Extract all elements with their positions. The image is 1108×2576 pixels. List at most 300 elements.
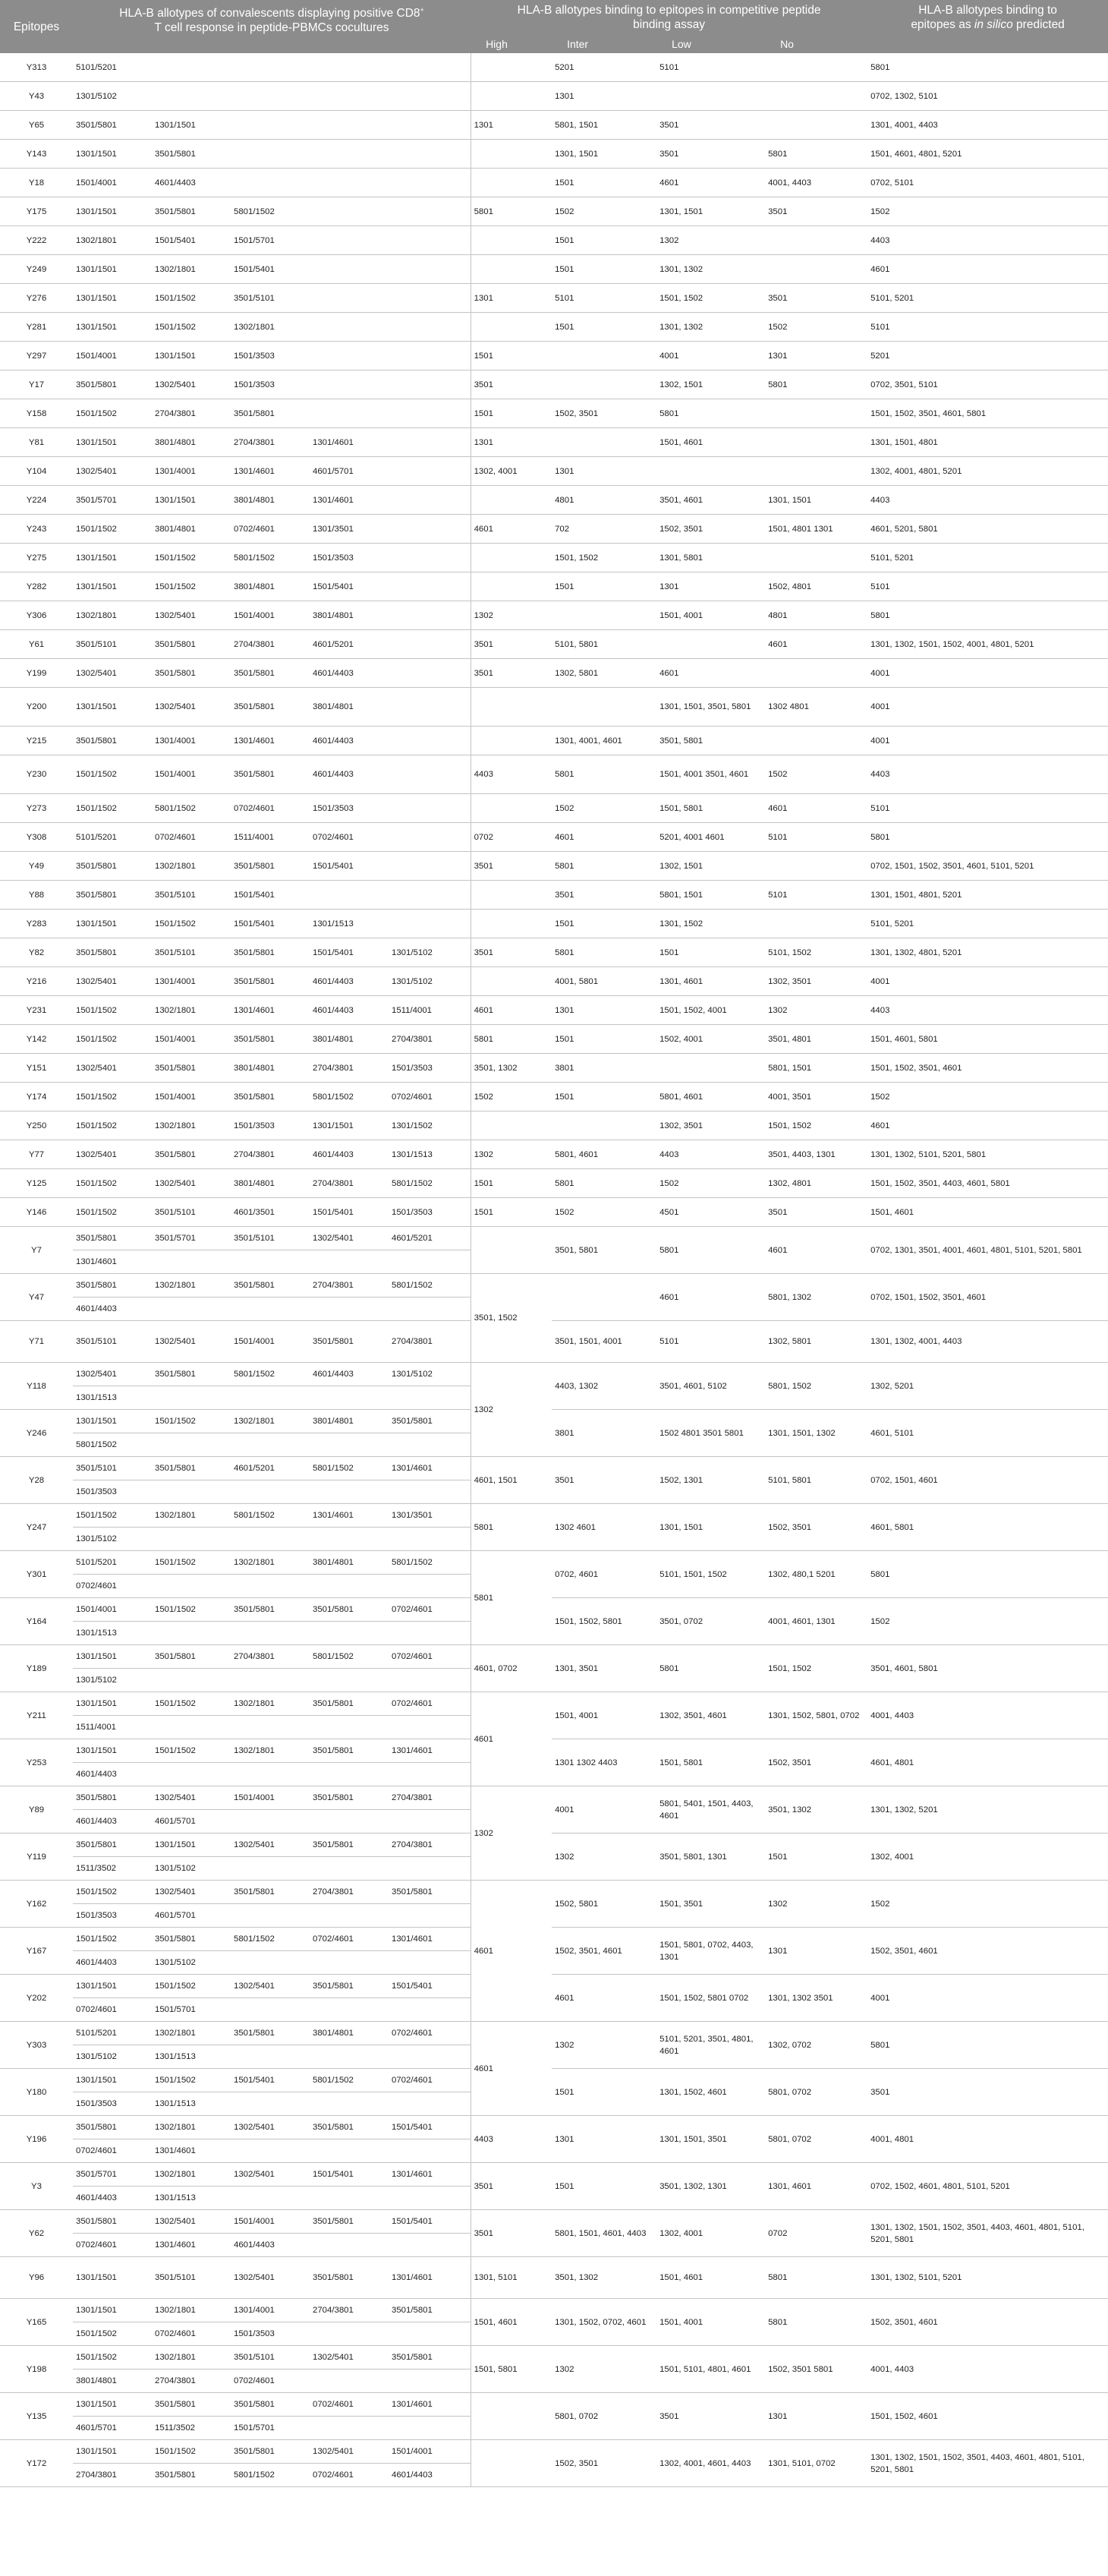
inter-cell: 5801 <box>552 755 656 794</box>
header-insilico <box>867 0 1108 53</box>
allotype-cell <box>152 1763 231 1786</box>
insilico-cell: 1502 <box>867 1083 1108 1111</box>
insilico-cell: 1501, 1502, 3501, 4403, 4601, 5801 <box>867 1169 1108 1198</box>
high-cell: 3501, 1302 <box>471 1054 552 1083</box>
no-cell: 1302, 5801 <box>765 1321 867 1363</box>
table-row <box>0 2116 1108 2139</box>
allotype-cell: 1501/4001 <box>231 2210 310 2234</box>
allotype-cell: 3501/5801 <box>389 1410 471 1433</box>
allotype-cell <box>152 53 231 82</box>
insilico-cell: 0702, 3501, 5101 <box>867 370 1108 399</box>
allotype-cell: 1301/1501 <box>73 2069 152 2092</box>
insilico-cell: 5801 <box>867 823 1108 852</box>
allotype-cell: 3501/5801 <box>73 727 152 755</box>
no-cell: 1301, 1501, 1302 <box>765 1410 867 1457</box>
insilico-cell: 1501, 4601, 4801, 5201 <box>867 140 1108 169</box>
allotype-cell <box>389 688 471 727</box>
epitope-cell: Y47 <box>0 1274 73 1321</box>
high-cell <box>471 544 552 572</box>
high-cell: 1302 <box>471 601 552 630</box>
insilico-cell: 4001, 4801 <box>867 2116 1108 2163</box>
inter-cell: 1502 <box>552 197 656 226</box>
allotype-cell: 1302/1801 <box>231 1692 310 1716</box>
epitope-cell: Y43 <box>0 82 73 111</box>
allotype-cell <box>389 2234 471 2257</box>
allotype-cell <box>231 2187 310 2210</box>
no-cell: 4801 <box>765 601 867 630</box>
epitope-cell: Y308 <box>0 823 73 852</box>
allotype-cell <box>310 1998 389 2022</box>
allotype-cell: 1501/1502 <box>152 1551 231 1575</box>
allotype-cell: 5101/5201 <box>73 823 152 852</box>
inter-cell: 1501, 1502 <box>552 544 656 572</box>
allotype-cell <box>231 53 310 82</box>
low-cell: 5101, 5201, 3501, 4801, 4601 <box>656 2022 765 2069</box>
allotype-cell <box>389 399 471 428</box>
epitope-cell: Y297 <box>0 342 73 370</box>
insilico-cell: 3501 <box>867 2069 1108 2116</box>
low-cell <box>656 1054 765 1083</box>
allotype-cell <box>231 1297 310 1321</box>
allotype-cell: 4601/4403 <box>389 2464 471 2487</box>
allotype-cell: 2704/3801 <box>231 1645 310 1669</box>
allotype-cell: 5801/1502 <box>310 1645 389 1669</box>
allotype-cell <box>389 255 471 284</box>
allotype-cell: 1301/1513 <box>152 2045 231 2069</box>
epitope-cell: Y118 <box>0 1363 73 1410</box>
high-cell <box>471 53 552 82</box>
allotype-cell: 1501/1502 <box>73 399 152 428</box>
allotype-cell: 1501/5401 <box>231 255 310 284</box>
no-cell: 1302, 0702 <box>765 2022 867 2069</box>
inter-cell: 1501 <box>552 169 656 197</box>
no-cell <box>765 727 867 755</box>
allotype-cell: 3501/5801 <box>73 1786 152 1810</box>
high-cell <box>471 140 552 169</box>
low-cell: 3501, 4601 <box>656 486 765 515</box>
table-row <box>0 659 1108 688</box>
table-row <box>0 2346 1108 2369</box>
allotype-cell: 0702/4601 <box>310 1928 389 1951</box>
insilico-cell: 4001 <box>867 1975 1108 2022</box>
allotype-cell: 1301/5102 <box>389 1363 471 1386</box>
inter-cell: 1502, 3501, 4601 <box>552 1928 656 1975</box>
allotype-cell: 3501/5801 <box>152 1645 231 1669</box>
high-cell <box>471 313 552 342</box>
no-cell: 5801, 0702 <box>765 2116 867 2163</box>
allotype-cell <box>389 2369 471 2393</box>
allotype-cell: 1501/1502 <box>73 1169 152 1198</box>
allotype-cell: 1301/1513 <box>152 2187 231 2210</box>
allotype-cell: 2704/3801 <box>389 1786 471 1810</box>
inter-cell: 1301, 4001, 4601 <box>552 727 656 755</box>
low-cell: 1301, 1502 <box>656 910 765 938</box>
epitope-cell: Y224 <box>0 486 73 515</box>
inter-cell: 1501 <box>552 226 656 255</box>
allotype-cell: 1501/4001 <box>231 1321 310 1363</box>
header-convalescents-sup: + <box>420 6 424 14</box>
allotype-cell: 0702/4601 <box>152 2322 231 2346</box>
epitope-cell: Y61 <box>0 630 73 659</box>
insilico-cell: 4403 <box>867 996 1108 1025</box>
inter-cell <box>552 688 656 727</box>
allotype-cell: 1301/4001 <box>152 457 231 486</box>
allotype-cell: 1301/1501 <box>73 2440 152 2464</box>
allotype-cell <box>310 1904 389 1928</box>
epitope-cell: Y180 <box>0 2069 73 2116</box>
allotype-cell: 1302/5401 <box>73 457 152 486</box>
allotype-cell <box>152 82 231 111</box>
epitope-cell: Y313 <box>0 53 73 82</box>
allotype-cell: 1501/4001 <box>231 601 310 630</box>
allotype-cell: 1501/3503 <box>310 794 389 823</box>
allotype-cell: 1501/1502 <box>152 313 231 342</box>
low-cell: 1301, 1502, 4601 <box>656 2069 765 2116</box>
no-cell <box>765 82 867 111</box>
allotype-cell: 5801/1502 <box>310 2069 389 2092</box>
no-cell: 3501, 4801 <box>765 1025 867 1054</box>
no-cell: 1301, 5101, 0702 <box>765 2440 867 2487</box>
allotype-cell: 1301/4601 <box>310 486 389 515</box>
low-cell: 1502, 4001 <box>656 1025 765 1054</box>
table-row <box>0 1975 1108 1998</box>
allotype-cell <box>389 910 471 938</box>
inter-cell: 1501 <box>552 2163 656 2210</box>
no-cell: 1502, 4801 <box>765 572 867 601</box>
inter-cell <box>552 342 656 370</box>
allotype-cell <box>389 428 471 457</box>
allotype-cell: 1501/5401 <box>152 226 231 255</box>
allotype-cell: 1301/4601 <box>231 727 310 755</box>
allotype-cell <box>310 1250 389 1274</box>
table-row <box>0 457 1108 486</box>
epitope-cell: Y199 <box>0 659 73 688</box>
low-cell: 1501, 5801 <box>656 794 765 823</box>
allotype-cell: 3501/5101 <box>152 881 231 910</box>
table-row <box>0 1598 1108 1622</box>
allotype-cell: 1501/4001 <box>231 1786 310 1810</box>
insilico-cell: 4601, 4801 <box>867 1739 1108 1786</box>
allotype-cell <box>389 1810 471 1833</box>
epitope-cell: Y165 <box>0 2299 73 2346</box>
allotype-cell: 3801/4801 <box>310 1025 389 1054</box>
allotype-cell: 0702/4601 <box>389 2022 471 2045</box>
allotype-cell: 3501/5801 <box>231 1083 310 1111</box>
high-cell: 4601, 0702 <box>471 1645 552 1692</box>
allotype-cell: 3501/5801 <box>231 755 310 794</box>
header-high: High <box>471 35 552 53</box>
insilico-cell: 4601 <box>867 1111 1108 1140</box>
epitope-cell: Y211 <box>0 1692 73 1739</box>
allotype-cell: 3801/4801 <box>152 515 231 544</box>
high-cell: 4601 <box>471 2022 552 2116</box>
allotype-cell <box>152 1716 231 1739</box>
allotype-cell: 2704/3801 <box>389 1321 471 1363</box>
high-cell: 5801 <box>471 1504 552 1551</box>
table-row <box>0 572 1108 601</box>
allotype-cell <box>389 342 471 370</box>
low-cell: 1301, 1501, 3501, 5801 <box>656 688 765 727</box>
allotype-cell: 0702/4601 <box>389 1645 471 1669</box>
high-cell: 4601 <box>471 515 552 544</box>
insilico-cell: 4001 <box>867 688 1108 727</box>
allotype-cell <box>389 1857 471 1881</box>
table-row <box>0 370 1108 399</box>
table-row <box>0 1198 1108 1227</box>
no-cell: 1302 <box>765 1881 867 1928</box>
allotype-cell: 3501/5801 <box>231 967 310 996</box>
no-cell: 4601 <box>765 630 867 659</box>
allotype-cell <box>389 82 471 111</box>
no-cell: 5801, 0702 <box>765 2069 867 2116</box>
insilico-cell: 1502 <box>867 197 1108 226</box>
allotype-cell: 2704/3801 <box>231 630 310 659</box>
table-row <box>0 727 1108 755</box>
allotype-cell <box>310 1622 389 1645</box>
allotype-cell: 3501/5801 <box>310 1833 389 1857</box>
inter-cell: 1502 <box>552 794 656 823</box>
allotype-cell: 1301/5102 <box>73 1669 152 1692</box>
insilico-cell: 1502 <box>867 1598 1108 1645</box>
table-row <box>0 938 1108 967</box>
allotype-cell: 1511/4001 <box>231 823 310 852</box>
allotype-cell <box>310 111 389 140</box>
inter-cell: 1501 <box>552 313 656 342</box>
allotype-cell: 3501/5801 <box>310 1975 389 1998</box>
allotype-cell: 3501/5801 <box>310 1739 389 1763</box>
allotype-cell: 3501/5801 <box>152 1457 231 1480</box>
allotype-cell: 3501/5101 <box>152 938 231 967</box>
allotype-cell <box>310 255 389 284</box>
epitope-cell: Y71 <box>0 1321 73 1363</box>
low-cell <box>656 82 765 111</box>
allotype-cell <box>231 1386 310 1410</box>
table-row <box>0 255 1108 284</box>
epitope-cell: Y119 <box>0 1833 73 1881</box>
allotype-cell: 1301/5102 <box>152 1857 231 1881</box>
allotype-cell: 1301/1501 <box>152 342 231 370</box>
allotype-cell: 1501/5401 <box>389 2116 471 2139</box>
allotype-cell: 1501/1502 <box>152 2069 231 2092</box>
insilico-cell: 5101, 5201 <box>867 544 1108 572</box>
low-cell: 1301, 1501 <box>656 197 765 226</box>
allotype-cell: 1501/5401 <box>310 938 389 967</box>
no-cell <box>765 852 867 881</box>
inter-cell: 1501 <box>552 255 656 284</box>
allotype-cell: 3501/5101 <box>152 2257 231 2299</box>
no-cell: 1302, 4801 <box>765 1169 867 1198</box>
allotype-cell: 5801/1502 <box>389 1274 471 1297</box>
high-cell: 1501, 4601 <box>471 2299 552 2346</box>
inter-cell: 1301 <box>552 457 656 486</box>
allotype-cell: 1301/4601 <box>389 1928 471 1951</box>
table-row <box>0 111 1108 140</box>
allotype-cell: 4601/3501 <box>231 1198 310 1227</box>
allotype-cell <box>231 1622 310 1645</box>
inter-cell: 5801 <box>552 1169 656 1198</box>
inter-cell <box>552 370 656 399</box>
epitope-cell: Y28 <box>0 1457 73 1504</box>
low-cell: 1301, 1501 <box>656 1504 765 1551</box>
allotype-cell <box>310 1763 389 1786</box>
epitope-cell: Y222 <box>0 226 73 255</box>
no-cell: 1301, 4601 <box>765 2163 867 2210</box>
allotype-cell <box>389 486 471 515</box>
no-cell: 1301, 1302 3501 <box>765 1975 867 2022</box>
inter-cell: 1501 <box>552 1083 656 1111</box>
allotype-cell <box>231 140 310 169</box>
allotype-cell: 1302/5401 <box>231 2257 310 2299</box>
allotype-cell: 1501/1502 <box>73 1025 152 1054</box>
allotype-cell <box>310 169 389 197</box>
allotype-cell <box>310 2417 389 2440</box>
table-row <box>0 1410 1108 1433</box>
low-cell: 1302, 1501 <box>656 370 765 399</box>
table-row <box>0 2022 1108 2045</box>
table-row <box>0 342 1108 370</box>
table-row <box>0 688 1108 727</box>
high-cell <box>471 794 552 823</box>
allotype-cell: 1301/1513 <box>389 1140 471 1169</box>
insilico-cell: 5101, 5201 <box>867 284 1108 313</box>
allotype-cell: 1301/1501 <box>73 140 152 169</box>
epitope-cell: Y301 <box>0 1551 73 1598</box>
insilico-cell: 4601, 5801 <box>867 1504 1108 1551</box>
allotype-cell: 4601/4403 <box>73 1297 152 1321</box>
allotype-cell: 3501/5801 <box>310 1692 389 1716</box>
allotype-cell: 1501/5401 <box>310 852 389 881</box>
no-cell: 5801 <box>765 2299 867 2346</box>
allotype-cell: 3801/4801 <box>231 572 310 601</box>
low-cell: 5101, 1501, 1502 <box>656 1551 765 1598</box>
allotype-cell <box>231 1857 310 1881</box>
table-row <box>0 169 1108 197</box>
high-cell: 4601 <box>471 996 552 1025</box>
allotype-cell: 3501/5801 <box>310 2116 389 2139</box>
allotype-cell: 3501/5801 <box>389 2299 471 2322</box>
allotype-cell: 1301/3501 <box>310 515 389 544</box>
allotype-cell: 5801/1502 <box>231 544 310 572</box>
no-cell <box>765 659 867 688</box>
allotype-cell <box>310 313 389 342</box>
epitope-cell: Y230 <box>0 755 73 794</box>
high-cell: 4403 <box>471 755 552 794</box>
no-cell: 1302, 480,1 5201 <box>765 1551 867 1598</box>
allotype-cell: 5801/1502 <box>73 1433 152 1457</box>
epitope-cell: Y18 <box>0 169 73 197</box>
allotype-cell: 1501/1502 <box>73 996 152 1025</box>
allotype-cell: 3501/5801 <box>152 659 231 688</box>
allotype-cell: 5801/1502 <box>389 1169 471 1198</box>
allotype-cell: 3501/5801 <box>231 688 310 727</box>
allotype-cell: 4601/5201 <box>310 630 389 659</box>
inter-cell: 1301 <box>552 82 656 111</box>
allotype-cell: 1302/5401 <box>152 1321 231 1363</box>
allotype-cell: 1501/1502 <box>152 910 231 938</box>
allotype-cell <box>310 1433 389 1457</box>
allotype-cell: 1501/3503 <box>73 1480 152 1504</box>
allotype-cell: 5101/5201 <box>73 1551 152 1575</box>
allotype-cell: 4601/4403 <box>310 659 389 688</box>
allotype-cell: 1302/5401 <box>310 1227 389 1250</box>
allotype-cell: 3801/4801 <box>231 1054 310 1083</box>
allotype-cell: 5801/1502 <box>310 1457 389 1480</box>
allotype-cell <box>310 1480 389 1504</box>
allotype-cell <box>152 1433 231 1457</box>
allotype-cell: 1302/1801 <box>231 313 310 342</box>
no-cell <box>765 399 867 428</box>
high-cell: 4601 <box>471 1881 552 2022</box>
allotype-cell <box>389 823 471 852</box>
allotype-cell: 1301/3501 <box>389 1504 471 1528</box>
insilico-cell: 5201 <box>867 342 1108 370</box>
high-cell: 1501, 5801 <box>471 2346 552 2393</box>
inter-cell: 5801, 1501, 4601, 4403 <box>552 2210 656 2257</box>
allotype-cell: 2704/3801 <box>231 428 310 457</box>
inter-cell: 1501 <box>552 1025 656 1054</box>
allotype-cell <box>389 1951 471 1975</box>
allotype-cell <box>389 630 471 659</box>
insilico-cell: 4001, 4403 <box>867 2346 1108 2393</box>
allotype-cell <box>310 881 389 910</box>
allotype-cell: 3501/5101 <box>73 1321 152 1363</box>
allotype-cell <box>310 1528 389 1551</box>
allotype-cell: 4601/5701 <box>73 2417 152 2440</box>
inter-cell: 3801 <box>552 1410 656 1457</box>
allotype-cell: 1302/5401 <box>73 1140 152 1169</box>
allotype-cell: 1302/5401 <box>310 2440 389 2464</box>
epitope-cell: Y162 <box>0 1881 73 1928</box>
allotype-cell: 3501/5801 <box>310 1786 389 1810</box>
allotype-cell: 1302/5401 <box>231 1833 310 1857</box>
low-cell: 3501, 5801, 1301 <box>656 1833 765 1881</box>
low-cell: 1301, 1501, 3501 <box>656 2116 765 2163</box>
allotype-cell: 4601/5201 <box>231 1457 310 1480</box>
allotype-cell: 4601/4403 <box>231 2234 310 2257</box>
allotype-cell: 1501/5401 <box>231 910 310 938</box>
low-cell: 1501, 4001 3501, 4601 <box>656 755 765 794</box>
table-row <box>0 1881 1108 1904</box>
allotype-cell <box>389 457 471 486</box>
epitope-cell: Y135 <box>0 2393 73 2440</box>
insilico-cell: 1301, 1302, 5201 <box>867 1786 1108 1833</box>
allotype-cell: 1301/4001 <box>152 727 231 755</box>
inter-cell: 5801, 0702 <box>552 2393 656 2440</box>
allotype-cell: 1501/5401 <box>389 1975 471 1998</box>
allotype-cell: 3501/5801 <box>152 1363 231 1386</box>
allotype-cell: 2704/3801 <box>152 2369 231 2393</box>
allotype-cell <box>152 1386 231 1410</box>
allotype-cell: 1501/1502 <box>152 1692 231 1716</box>
allotype-cell: 1511/4001 <box>73 1716 152 1739</box>
allotype-cell: 1301/1501 <box>73 1645 152 1669</box>
allotype-cell: 4601/5701 <box>152 1810 231 1833</box>
low-cell: 1302, 4001, 4601, 4403 <box>656 2440 765 2487</box>
allotype-cell: 1301/4601 <box>389 2163 471 2187</box>
allotype-cell: 1302/1801 <box>152 2116 231 2139</box>
allotype-cell: 1302/1801 <box>152 1274 231 1297</box>
allotype-cell: 1301/1513 <box>73 1386 152 1410</box>
high-cell <box>471 727 552 755</box>
allotype-cell <box>389 140 471 169</box>
high-cell <box>471 169 552 197</box>
allotype-cell <box>231 82 310 111</box>
high-cell: 5801 <box>471 1551 552 1645</box>
table-row <box>0 140 1108 169</box>
allotype-cell <box>231 1669 310 1692</box>
allotype-cell <box>310 2369 389 2393</box>
allotype-cell: 1501/1502 <box>73 1504 152 1528</box>
